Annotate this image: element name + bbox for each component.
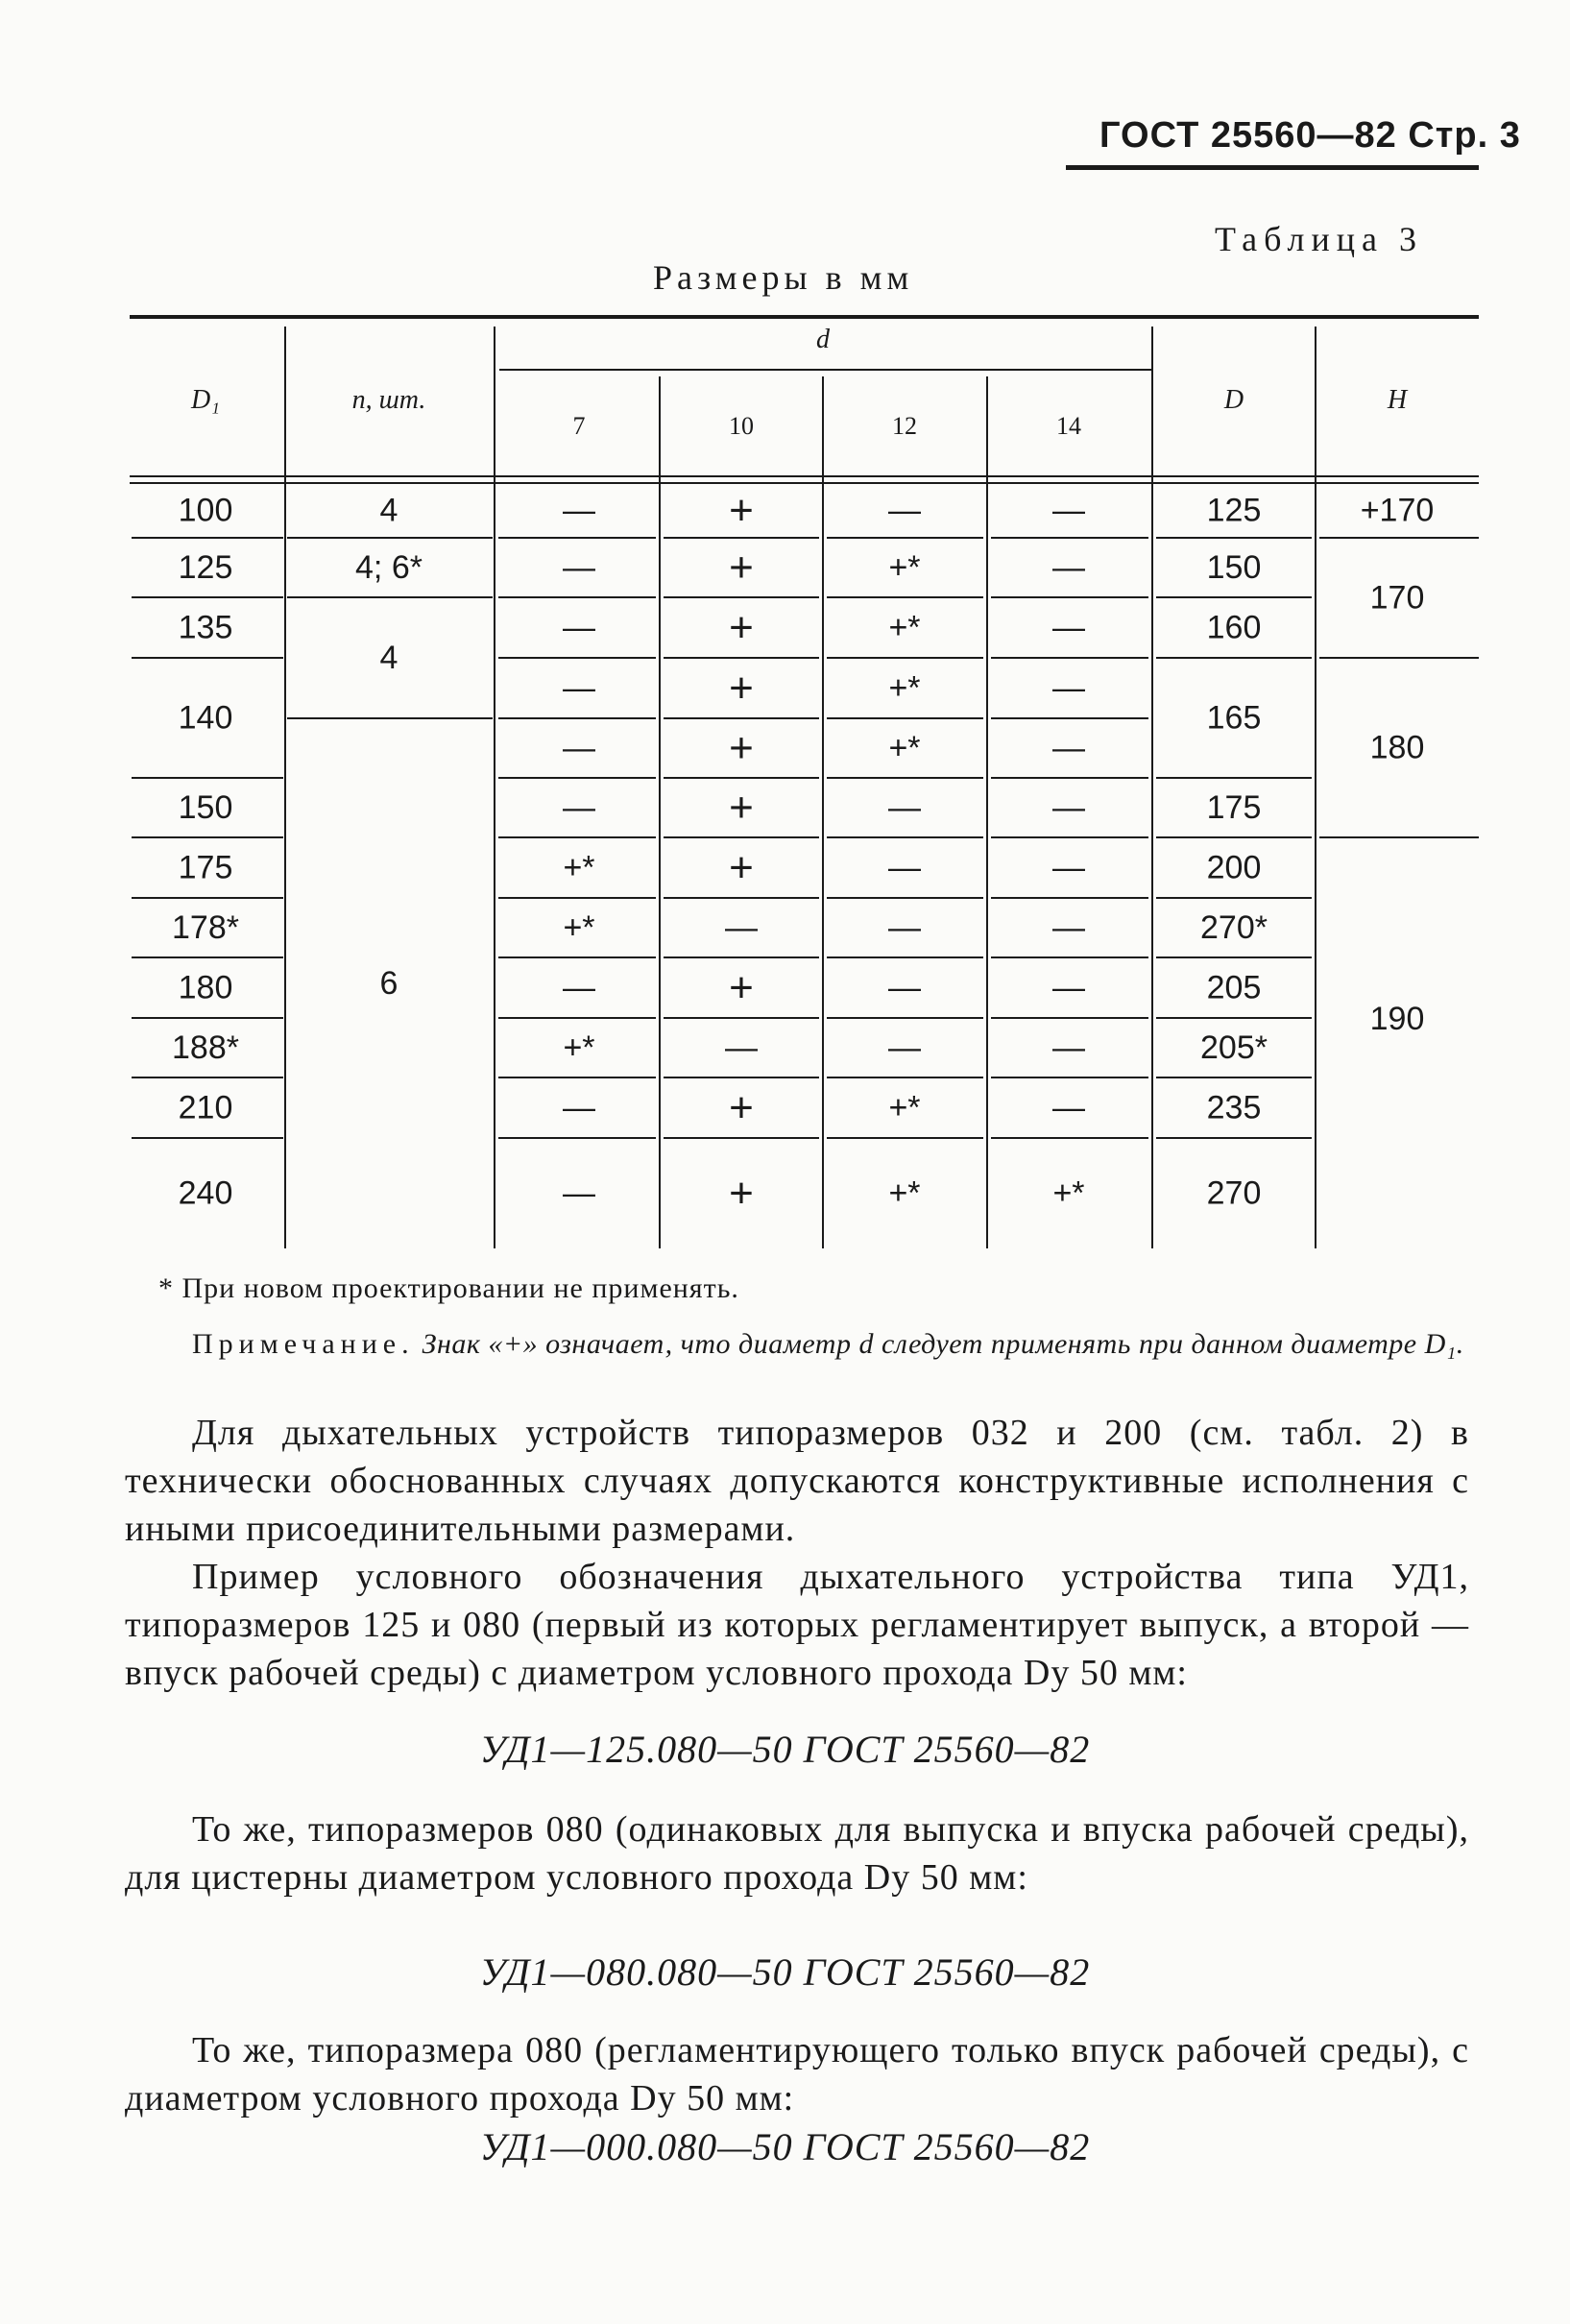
- col-header-H: H: [1387, 385, 1408, 415]
- d-cell: +*: [888, 669, 921, 707]
- d-cell: —: [888, 909, 921, 946]
- d-cell: —: [888, 492, 921, 529]
- d-cell: —: [1052, 492, 1085, 529]
- D-cell: 200: [1206, 849, 1262, 886]
- d-cell: —: [563, 609, 595, 646]
- d-cell: —: [563, 969, 595, 1006]
- designation-2: УД1—080.080—50 ГОСТ 25560—82: [479, 1950, 1091, 1994]
- D-cell: 205*: [1200, 1029, 1268, 1066]
- d-cell: +*: [563, 909, 595, 946]
- d-cell: +: [729, 487, 754, 534]
- D-cell: 160: [1206, 609, 1262, 646]
- d-cell: —: [725, 1029, 758, 1066]
- d-cell: —: [725, 909, 758, 946]
- table-rules: [130, 317, 1479, 1248]
- d-cell: +: [729, 544, 754, 592]
- d-cell: +: [729, 1170, 754, 1217]
- D-cell: 150: [1206, 549, 1262, 586]
- d-cell: +: [729, 604, 754, 651]
- H-cell: 180: [1369, 729, 1425, 766]
- d1-cell: 188*: [172, 1029, 239, 1066]
- d1-cell: 135: [178, 609, 233, 646]
- col-header-D: D: [1223, 385, 1244, 415]
- d-cell: —: [1052, 789, 1085, 826]
- d1-cell: 100: [178, 492, 233, 529]
- H-cell: +170: [1360, 492, 1435, 529]
- designation-3: УД1—000.080—50 ГОСТ 25560—82: [479, 2125, 1091, 2168]
- n-cell: 6: [379, 965, 399, 1002]
- d1-cell: 125: [178, 549, 233, 586]
- d-cell: +*: [888, 1174, 921, 1212]
- paragraph-2: Пример условного обозначения дыхательного устройства типа УД1, типоразмеров 125 и 080 (первый из которых регламентирует выпуск, а второй — впуск рабочей среды) с диаметром условного прохода Dу 50 мм:: [125, 1557, 1469, 1693]
- d1-cell: 150: [178, 789, 233, 826]
- col-header-d10: 10: [729, 412, 754, 440]
- H-cell: 170: [1369, 579, 1425, 617]
- d-cell: —: [1052, 909, 1085, 946]
- d-cell: +*: [1052, 1174, 1085, 1212]
- d-cell: +: [729, 964, 754, 1011]
- D-cell: 175: [1206, 789, 1262, 826]
- d-cell: —: [563, 730, 595, 766]
- d-cell: +*: [888, 1089, 921, 1126]
- col-header-d-group: d: [816, 325, 830, 354]
- d-cell: —: [888, 969, 921, 1006]
- page-header: ГОСТ 25560—82 Стр. 3: [1099, 115, 1521, 156]
- note-lead: Примечание.: [192, 1328, 415, 1360]
- col-header-d14: 14: [1056, 412, 1081, 440]
- d-cell: —: [563, 1174, 595, 1212]
- footnote: * При новом проектировании не применять.: [158, 1272, 739, 1304]
- d-cell: —: [1052, 1029, 1085, 1066]
- d-cell: —: [1052, 669, 1085, 707]
- d-cell: +: [729, 844, 754, 891]
- d-cell: +: [729, 1084, 754, 1131]
- paragraph-3: То же, типоразмеров 080 (одинаковых для выпуска и впуска рабочей среды), для цистерны диаметром условного прохода Dу 50 мм:: [125, 1809, 1469, 1898]
- designation-1: УД1—125.080—50 ГОСТ 25560—82: [479, 1728, 1091, 1771]
- D-cell: 205: [1206, 969, 1262, 1006]
- d-cell: +*: [888, 730, 921, 766]
- d-cell: +*: [888, 609, 921, 646]
- table-units: Размеры в мм: [653, 258, 914, 297]
- d1-cell: 180: [178, 969, 233, 1006]
- D-cell: 125: [1206, 492, 1262, 529]
- d-cell: +*: [888, 549, 921, 586]
- d1-cell: 210: [178, 1089, 233, 1126]
- table-note: [192, 1325, 1469, 1364]
- d-cell: +*: [563, 1029, 595, 1066]
- d-cell: —: [563, 669, 595, 707]
- d1-cell: 178*: [172, 909, 239, 946]
- H-cell: 190: [1369, 1001, 1425, 1037]
- d-cell: —: [563, 549, 595, 586]
- d1-cell: 175: [178, 849, 233, 886]
- note-text: Знак «+» означает, что диаметр d следует применять при данном диаметре D₁.: [422, 1328, 1464, 1360]
- paragraph-1: Для дыхательных устройств типоразмеров 032 и 200 (см. табл. 2) в технически обоснованных случаях допускаются конструктивные исполнения с иными присоединительными размерами.: [125, 1413, 1469, 1549]
- col-header-n: n, шт.: [351, 385, 426, 415]
- d-cell: —: [888, 1029, 921, 1066]
- col-header-d1: D₁: [191, 385, 220, 415]
- col-header-d7: 7: [572, 412, 586, 440]
- d-cell: +: [729, 724, 754, 772]
- n-cell: 4: [379, 640, 399, 676]
- d-cell: —: [1052, 609, 1085, 646]
- D-cell: 270: [1206, 1174, 1262, 1212]
- d-cell: —: [1052, 549, 1085, 586]
- d1-cell: 140: [178, 699, 233, 737]
- d1-cell: 240: [178, 1174, 233, 1212]
- d-cell: —: [1052, 730, 1085, 766]
- paragraph-4: То же, типоразмера 080 (регламентирующего только впуск рабочей среды), с диаметром условного прохода Dу 50 мм:: [125, 2030, 1469, 2118]
- n-cell: 4; 6*: [355, 549, 423, 586]
- d-cell: —: [888, 849, 921, 886]
- d-cell: —: [563, 492, 595, 529]
- table-label: Таблица 3: [1215, 220, 1423, 258]
- D-cell: 270*: [1200, 909, 1268, 946]
- d-cell: —: [563, 789, 595, 826]
- D-cell: 165: [1206, 699, 1262, 737]
- d-cell: —: [888, 789, 921, 826]
- d-cell: —: [1052, 969, 1085, 1006]
- d-cell: —: [1052, 1089, 1085, 1126]
- n-cell: 4: [379, 492, 399, 529]
- D-cell: 235: [1206, 1089, 1262, 1126]
- d-cell: —: [1052, 849, 1085, 886]
- d-cell: +: [729, 665, 754, 712]
- d-cell: —: [563, 1089, 595, 1126]
- d-cell: +: [729, 784, 754, 832]
- d-cell: +*: [563, 849, 595, 886]
- col-header-d12: 12: [892, 412, 917, 440]
